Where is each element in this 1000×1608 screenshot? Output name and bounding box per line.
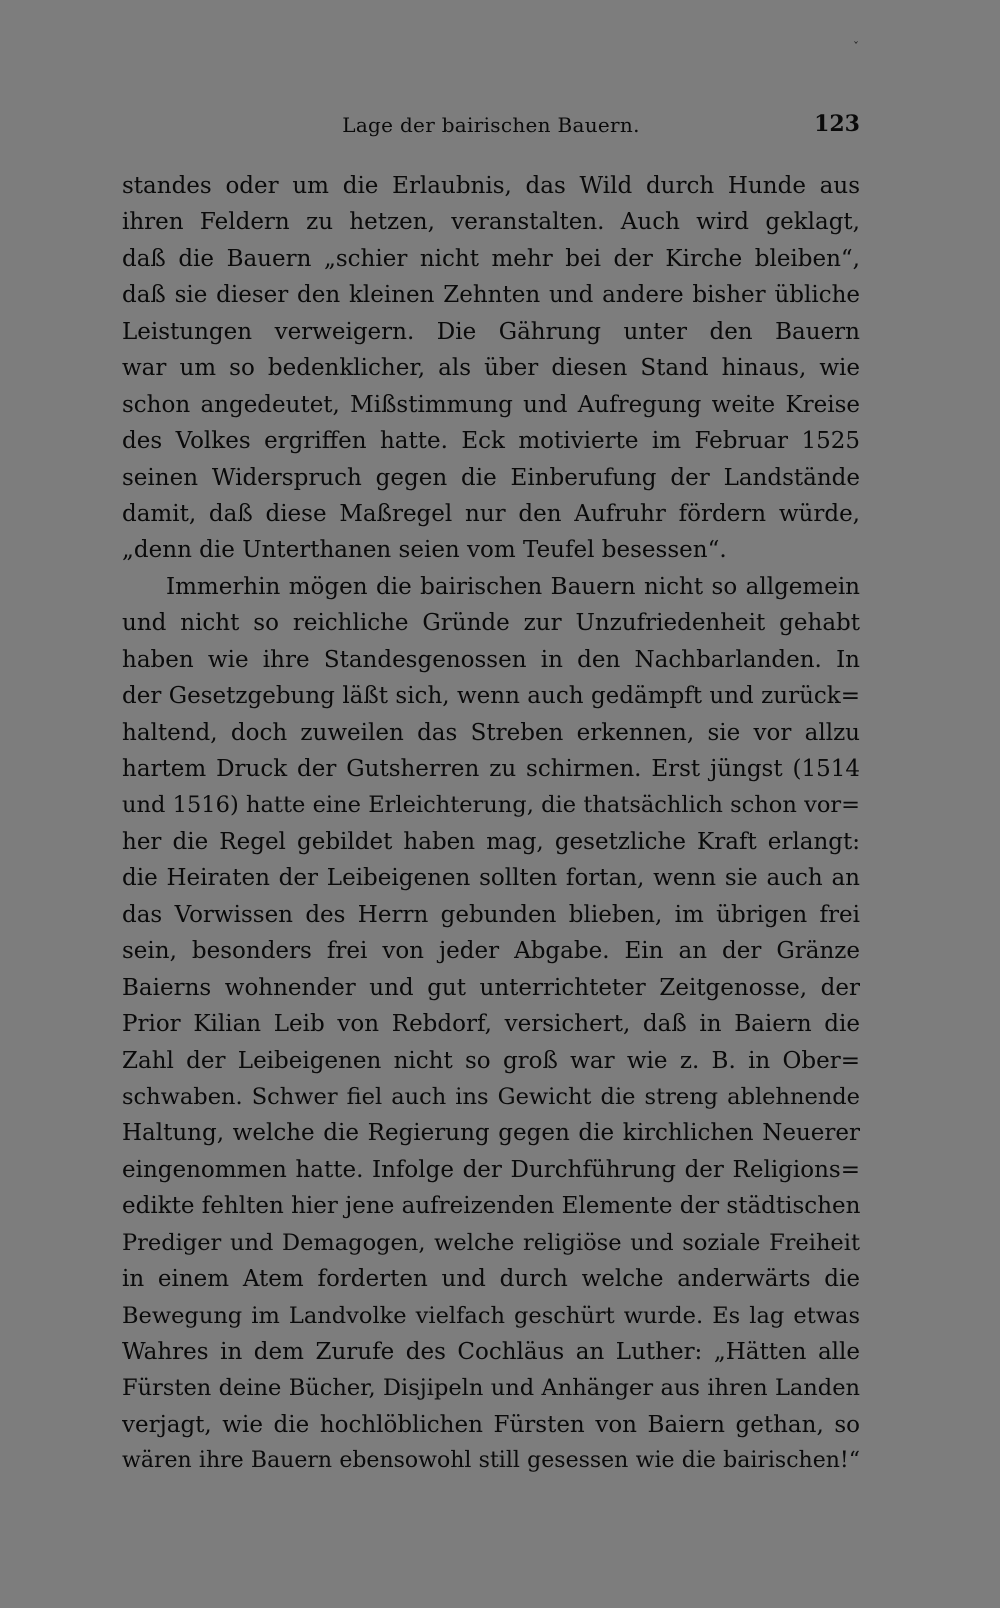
text-line: schon angedeutet, Mißstimmung und Aufregung weite Kreise: [122, 391, 860, 418]
text-line: die Heiraten der Leibeigenen sollten fortan, wenn sie auch an: [122, 865, 860, 892]
text-line: der Gesetzgebung läßt sich, wenn auch gedämpft und zurück=: [122, 683, 860, 710]
text-line: schwaben. Schwer fiel auch ins Gewicht die streng ablehnende: [122, 1083, 860, 1110]
text-line: ihren Feldern zu hetzen, veranstalten. Auch wird geklagt,: [122, 209, 860, 236]
text-line: seinen Widerspruch gegen die Einberufung der Landstände: [122, 464, 860, 491]
text-line: das Vorwissen des Herrn gebunden blieben, im übrigen frei: [122, 901, 860, 928]
text-line: des Volkes ergriffen hatte. Eck motivierte im Februar 1525: [122, 428, 860, 455]
text-line: sein, besonders frei von jeder Abgabe. Ein an der Gränze: [122, 938, 860, 965]
text-line: und 1516) hatte eine Erleichterung, die thatsächlich schon vor=: [122, 792, 860, 819]
running-title: Lage der bairischen Bauern.: [342, 113, 640, 137]
text-line: Wahres in dem Zurufe des Cochläus an Luther: „Hätten alle: [122, 1339, 860, 1365]
text-line: hartem Druck der Gutsherren zu schirmen. Erst jüngst (1514: [122, 756, 860, 782]
paragraph-start-line: Immerhin mögen die bairischen Bauern nicht so allgemein: [166, 573, 860, 600]
text-line: war um so bedenklicher, als über diesen Stand hinaus, wie: [122, 355, 860, 382]
text-line: damit, daß diese Maßregel nur den Aufruhr fördern würde,: [122, 500, 860, 527]
text-line: Haltung, welche die Regierung gegen die kirchlichen Neuerer: [122, 1120, 860, 1147]
text-line: her die Regel gebildet haben mag, gesetzliche Kraft erlangt:: [122, 828, 860, 855]
text-line: verjagt, wie die hochlöblichen Fürsten von Baiern gethan, so: [122, 1411, 860, 1438]
text-line: haltend, doch zuweilen das Streben erkennen, sie vor allzu: [122, 719, 860, 746]
print-mark: ˇ: [853, 40, 859, 54]
text-line: standes oder um die Erlaubnis, das Wild durch Hunde aus: [122, 173, 860, 199]
text-line: in einem Atem forderten und durch welche anderwärts die: [122, 1266, 860, 1293]
text-line: Prediger und Demagogen, welche religiöse und soziale Freiheit: [122, 1229, 860, 1256]
text-line: und nicht so reichliche Gründe zur Unzufriedenheit gehabt: [122, 610, 860, 637]
running-head: [122, 113, 860, 147]
text-line: daß sie dieser den kleinen Zehnten und andere bisher übliche: [122, 282, 860, 309]
text-line: Fürsten deine Bücher, Disjipeln und Anhänger aus ihren Landen: [122, 1375, 860, 1402]
text-line: daß die Bauern „schier nicht mehr bei der Kirche bleiben“,: [122, 245, 860, 272]
text-line: Prior Kilian Leib von Rebdorf, versichert, daß in Baiern die: [122, 1011, 860, 1038]
text-line: Zahl der Leibeigenen nicht so groß war wie z. B. in Ober=: [122, 1047, 860, 1074]
text-line: wären ihre Bauern ebensowohl still gesessen wie die bairischen!“: [122, 1448, 860, 1474]
text-line: Leistungen verweigern. Die Gährung unter den Bauern: [122, 318, 860, 345]
body-text: [122, 168, 860, 1480]
text-line: Baierns wohnender und gut unterrichteter Zeitgenosse, der: [122, 974, 860, 1001]
text-line: edikte fehlten hier jene aufreizenden Elemente der städtischen: [122, 1193, 860, 1220]
page-number: 123: [814, 111, 860, 137]
text-line: haben wie ihre Standesgenossen in den Nachbarlanden. In: [122, 646, 860, 673]
text-line: eingenommen hatte. Infolge der Durchführung der Religions=: [122, 1156, 860, 1183]
text-line: Bewegung im Landvolke vielfach geschürt wurde. Es lag etwas: [122, 1302, 860, 1329]
paragraph-end-line: „denn die Unterthanen seien vom Teufel besessen“.: [122, 537, 727, 564]
